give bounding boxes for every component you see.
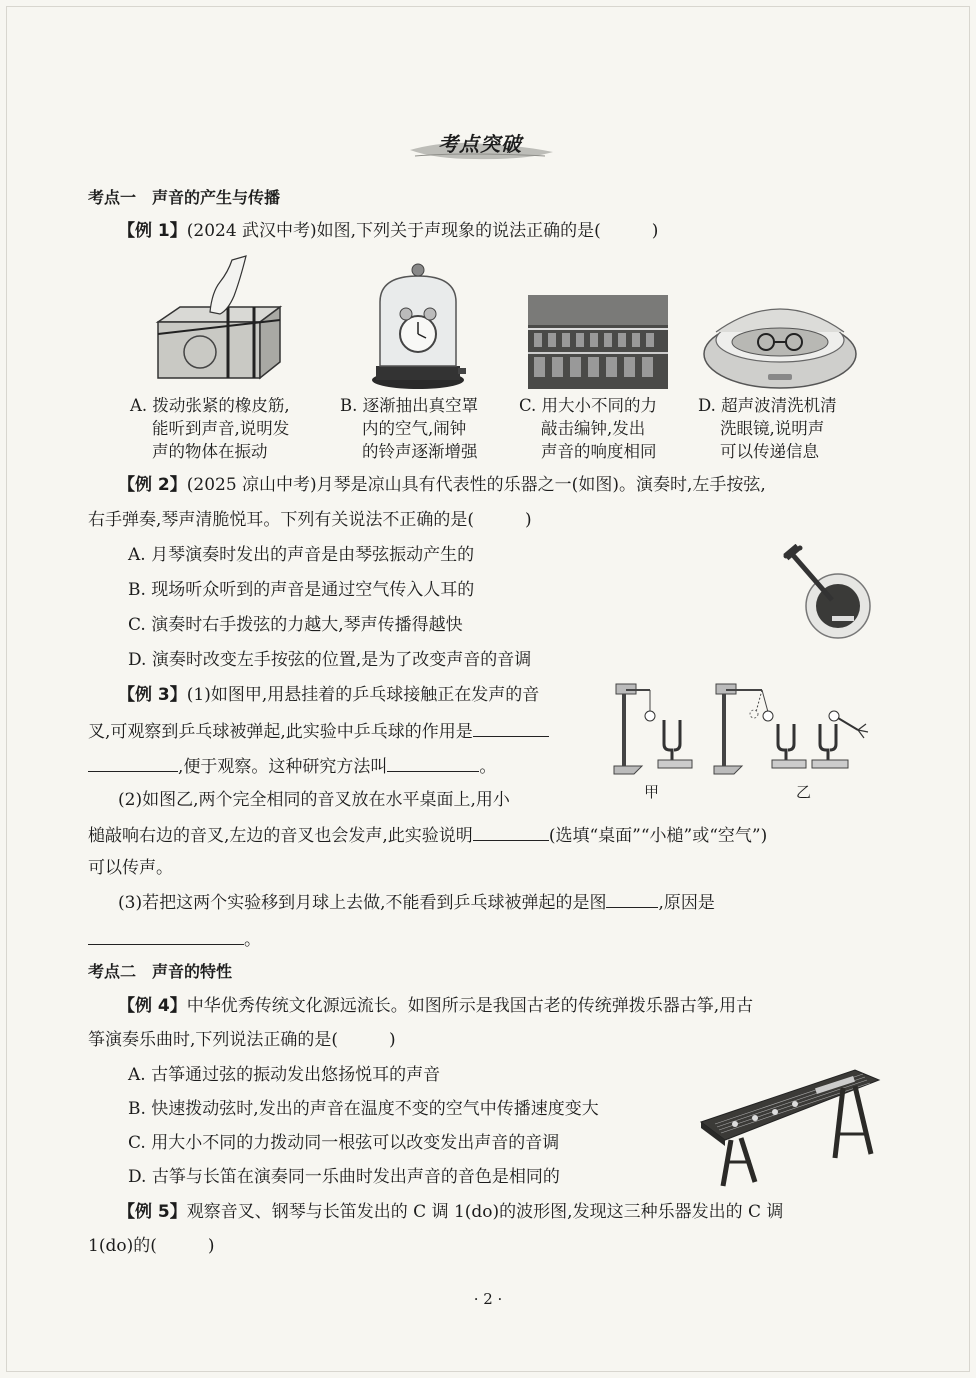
ex5-line2: 1(do)的( )	[88, 1236, 215, 1256]
blank-2[interactable]	[88, 753, 178, 772]
ex1-option-b: B. 逐渐抽出真空罩 内的空气,闹钟 的铃声逐渐增强	[340, 396, 479, 461]
ex3-p2a: (2)如图乙,两个完全相同的音叉放在水平桌面上,用小	[118, 790, 510, 810]
ex3-p3a: (3)若把这两个实验移到月球上去做,不能看到乒乓球被弹起的是图 ,原因是	[118, 889, 715, 915]
ex3-label: 【例 3】	[118, 685, 187, 705]
ex2-line1: 【例 2】(2025 凉山中考)月琴是凉山具有代表性的乐器之一(如图)。演奏时,左手按弦,	[118, 475, 766, 495]
ex1-option-a: A. 拨动张紧的橡皮筋, 能听到声音,说明发 声的物体在振动	[130, 396, 290, 461]
ex2-option-b: B. 现场听众听到的声音是通过空气传入人耳的	[128, 580, 475, 600]
ex3-p3b: 。	[88, 926, 261, 952]
yueqin-image	[778, 544, 878, 644]
ex3-p2c: 可以传声。	[88, 858, 173, 878]
ex4-option-d: D. 古筝与长笛在演奏同一乐曲时发出声音的音色是相同的	[128, 1167, 560, 1187]
ex1-stem-line	[118, 219, 658, 243]
chime-bells-image	[528, 295, 668, 393]
ex4-line1: 【例 4】中华优秀传统文化源远流长。如图所示是我国古老的传统弹拨乐器古筝,用古	[118, 996, 754, 1016]
figure-b-label: 乙	[796, 783, 812, 801]
ex1-label: 【例 1】	[118, 221, 187, 241]
ex3-p2b: 槌敲响右边的音叉,左边的音叉也会发声,此实验说明 (选填“桌面”“小槌”或“空气”)	[88, 822, 767, 848]
guzheng-image	[695, 1062, 885, 1194]
ex1-stem: (2024 武汉中考)如图,下列关于声现象的说法正确的是( )	[186, 221, 659, 241]
bell-jar-alarm-clock-image	[368, 262, 468, 396]
ex2-option-d: D. 演奏时改变左手按弦的位置,是为了改变声音的音调	[128, 650, 532, 670]
blank-3[interactable]	[387, 753, 479, 772]
blank-1[interactable]	[473, 718, 549, 737]
section1-title: 考点一 声音的产生与传播	[88, 188, 281, 207]
ultrasonic-cleaner-image	[700, 292, 860, 396]
ex5-line1: 【例 5】观察音叉、钢琴与长笛发出的 C 调 1(do)的波形图,发现这三种乐器发出的 C 调	[118, 1202, 784, 1222]
ex4-label: 【例 4】	[118, 996, 187, 1016]
ex5-label: 【例 5】	[118, 1202, 187, 1222]
tuning-fork-figure-a	[612, 680, 702, 784]
tuning-fork-figure-b	[708, 680, 878, 784]
page-number: · 2 ·	[473, 1290, 503, 1308]
ex2-line2: 右手弹奏,琴声清脆悦耳。下列有关说法不正确的是( )	[88, 510, 532, 530]
ex4-option-a: A. 古筝通过弦的振动发出悠扬悦耳的声音	[128, 1065, 441, 1085]
ex4-line2: 筝演奏乐曲时,下列说法正确的是( )	[88, 1030, 396, 1050]
ex2-option-c: C. 演奏时右手拨弦的力越大,琴声传播得越快	[128, 615, 463, 635]
ex3-p1b: 叉,可观察到乒乓球被弹起,此实验中乒乓球的作用是	[88, 718, 549, 744]
ex1-option-c: C. 用大小不同的力 敲击编钟,发出 声音的响度相同	[519, 396, 658, 461]
section2-title: 考点二 声音的特性	[88, 962, 233, 981]
figure-a-label: 甲	[644, 783, 660, 801]
ex4-option-b: B. 快速拨动弦时,发出的声音在温度不变的空气中传播速度变大	[128, 1099, 599, 1119]
ex4-option-c: C. 用大小不同的力拨动同一根弦可以改变发出声音的音调	[128, 1133, 560, 1153]
rubber-band-box-image	[150, 252, 290, 396]
ex3-p1a: 【例 3】(1)如图甲,用悬挂着的乒乓球接触正在发声的音	[118, 685, 540, 705]
blank-6[interactable]	[88, 926, 244, 945]
blank-4[interactable]	[473, 822, 549, 841]
ex2-label: 【例 2】	[118, 475, 187, 495]
ex3-p1c: ,便于观察。这种研究方法叫 。	[88, 753, 496, 779]
blank-5[interactable]	[606, 889, 658, 908]
section-banner	[405, 126, 555, 166]
ex2-option-a: A. 月琴演奏时发出的声音是由琴弦振动产生的	[128, 545, 475, 565]
banner-title: 考点突破	[438, 132, 522, 156]
ex1-option-d: D. 超声波清洗机清 洗眼镜,说明声 可以传递信息	[698, 396, 837, 461]
